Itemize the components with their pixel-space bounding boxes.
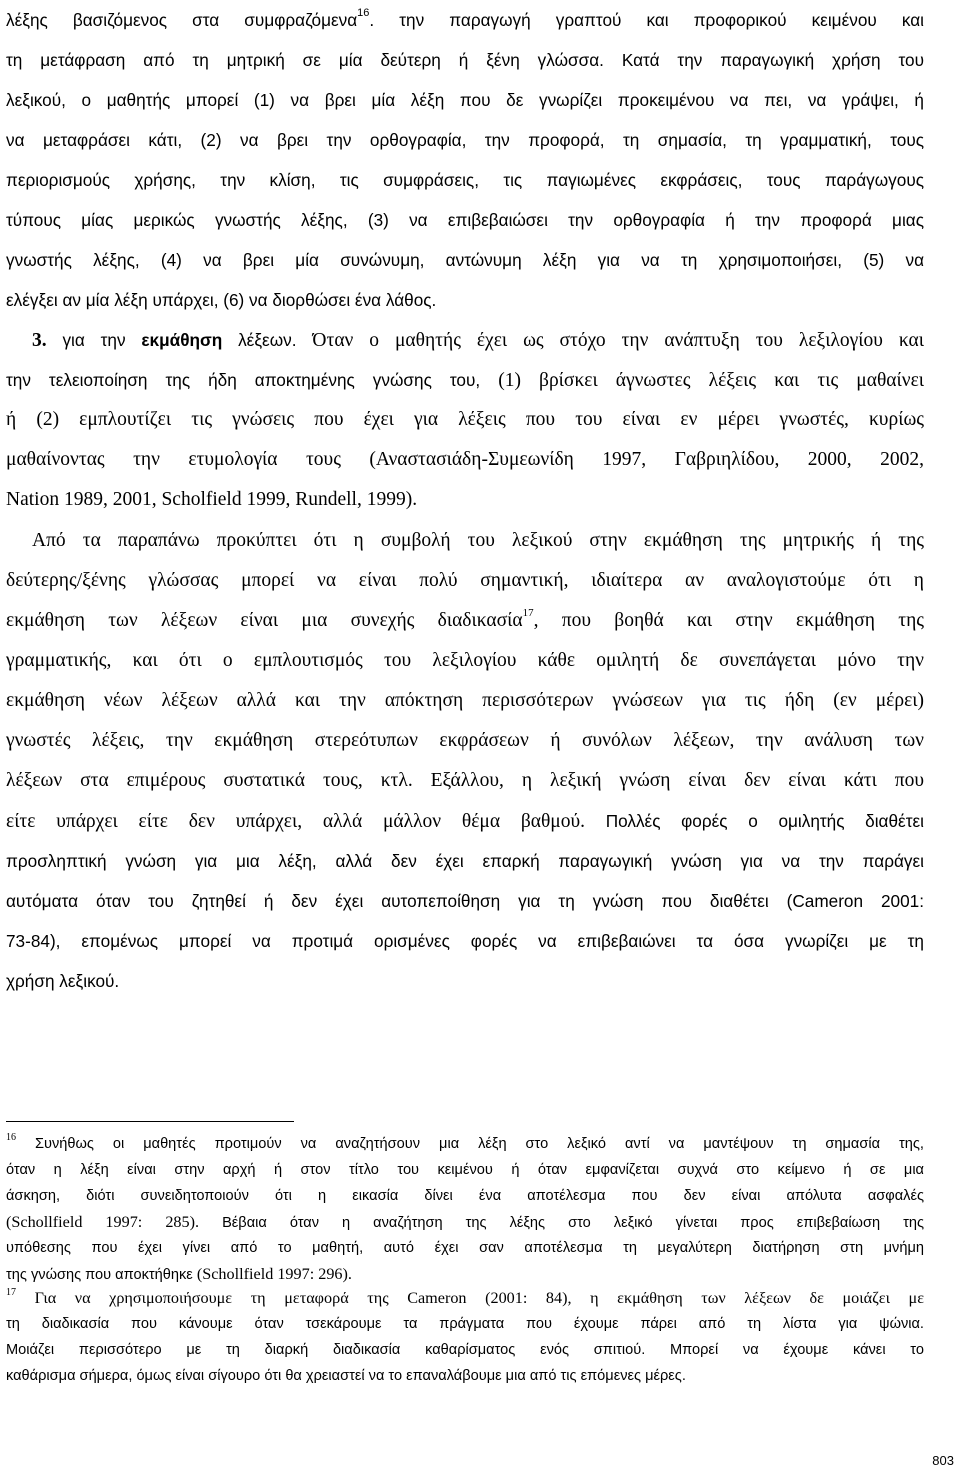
text-run: για την [46, 330, 142, 350]
footnote-16 [6, 1131, 924, 1157]
footnote-mark: 16 [6, 1132, 16, 1143]
footnote-line: Μοιάζει περισσότερο με τη διαρκή διαδικασία καθαρίσματος ενός σπιτιού. Μπορεί να έχουμε κάνει το [6, 1342, 924, 1358]
body-line: γνωστές λέξεις, την εκμάθηση στερεότυπων εκφράσεων ή συνόλων λέξεων, την ανάλυση των [6, 730, 924, 751]
footnote-ref-16[interactable]: 16 [357, 7, 370, 20]
body-line: 73-84), επομένως μπορεί να προτιμά ορισμένες φορές να επιβεβαιώνει τα όσα γνωρίζει με τη [6, 931, 924, 951]
text-run: Βέβαια όταν η αναζήτηση της λέξης στο λεξικό γίνεται προς επιβεβαίωση της [199, 1215, 925, 1231]
footnote-mark: 17 [6, 1287, 16, 1298]
footnote-line: υπόθεσης που έχει γίνει από το μαθητή, αυτό έχει σαν αποτέλεσμα τη μεγαλύτερη διατήρηση στη μνήμη [6, 1240, 924, 1256]
text-run: την τελειοποίηση της ήδη αποκτημένης γνώσης του, [6, 370, 481, 390]
text-run: (Schollfield 1997: 296). [192, 1265, 352, 1283]
footnote-17 [6, 1285, 924, 1311]
body-line: τύπους μίας μερικώς γνωστής λέξης, (3) να επιβεβαιώσει την ορθογραφία ή την προφορά μιας [6, 210, 924, 230]
bold-term: εκμάθηση [141, 330, 223, 350]
text-run: . την παραγωγή γραπτού και προφορικού κειμένου και [369, 10, 924, 30]
footnote-line: τη διαδικασία που κάνουμε όταν τσεκάρουμε τα πράγματα που έχουμε πάρει από τη λίστα για ψώνια. [6, 1316, 924, 1332]
text-run: (1) βρίσκει άγνωστες λέξεις και τις μαθαίνει [480, 370, 925, 391]
page-number: 803 [932, 1453, 954, 1468]
footnote-line [6, 1261, 924, 1287]
footnote-ref-17[interactable]: 17 [522, 607, 534, 620]
body-line: Nation 1989, 2001, Scholfield 1999, Rundell, 1999). [6, 489, 418, 510]
body-line: δεύτερης/ξένης γλώσσας μπορεί να είναι πολύ σημαντική, ιδιαίτερα αν αναλογιστούμε ότι η [6, 570, 924, 591]
text-run: λέξεων. [222, 330, 297, 350]
body-line [6, 0, 924, 40]
text-run: είτε υπάρχει είτε δεν υπάρχει, αλλά μάλλον θέμα βαθμού. [6, 811, 586, 832]
body-line: προσληπτική γνώση για μια λέξη, αλλά δεν έχει επαρκή παραγωγική γνώση για να την παράγει [6, 851, 924, 871]
body-line: περιορισμούς χρήσης, την κλίση, τις συμφράσεις, τις παγιωμένες εκφράσεις, τους παράγωγους [6, 170, 924, 190]
body-line [6, 360, 924, 400]
footnote-line [6, 1209, 924, 1235]
body-line: χρήση λεξικού. [6, 971, 120, 991]
body-line: γνωστής λέξης, (4) να βρει μία συνώνυμη, αντώνυμη λέξη για να τη χρησιμοποιήσει, (5) να [6, 250, 924, 270]
item-number: 3. [32, 330, 47, 351]
body-line: γραμματικής, και ότι ο εμπλουτισμός του λεξιλογίου κάθε ομιλητή δε συνεπάγεται μόνο την [6, 650, 924, 671]
footnote-line: άσκηση, διότι συνειδητοποιούν ότι η εικασία δίνει ένα αποτέλεσμα που δεν είναι απόλυτα ασφαλές [6, 1188, 924, 1204]
text-run: λέξης βασιζόμενος στα συμφραζόμενα [6, 10, 358, 30]
numbered-item-3 [32, 320, 924, 360]
body-line: ελέγξει αν μία λέξη υπάρχει, (6) να διορθώσει ένα λάθος. [6, 290, 437, 310]
footnote-line: καθάρισμα σήμερα, όμως είναι σίγουρο ότι θα χρειαστεί να το επαναλάβουμε μια από τις επόμενες μέρες. [6, 1368, 686, 1384]
body-line [6, 601, 924, 641]
text-run: Όταν ο μαθητής έχει ως στόχο την ανάπτυξη του λεξιλογίου και [296, 330, 924, 351]
footnote-separator [6, 1121, 294, 1122]
text-run: Συνήθως οι μαθητές προτιμούν να αναζητήσουν μια λέξη στο λεξικό αντί να μαντέψουν τη σημασία της, [16, 1136, 924, 1152]
body-line: αυτόματα όταν του ζητηθεί ή δεν έχει αυτοπεποίθηση για τη γνώση που διαθέτει (Cameron 2001: [6, 891, 924, 911]
text-run: (Schollfield 1997: 285). [6, 1213, 200, 1231]
body-line: Από τα παραπάνω προκύπτει ότι η συμβολή του λεξικού στην εκμάθηση της μητρικής ή της [32, 530, 924, 551]
body-line [6, 801, 924, 841]
body-line: να μεταφράσει κάτι, (2) να βρει την ορθογραφία, την προφορά, τη σημασία, τη γραμματική, τους [6, 130, 924, 150]
body-line: λέξεων στα επιμέρους συστατικά τους, κτλ. Εξάλλου, η λεξική γνώση είναι δεν είναι κάτι που [6, 770, 924, 791]
text-run: , που βοηθά και στην εκμάθηση της [533, 610, 924, 631]
text-run: Για να χρησιμοποιήσουμε τη μεταφορά της Cameron (2001: 84), η εκμάθηση των λέξεων δε μοιάζει με [16, 1289, 924, 1307]
body-line: τη μετάφραση από τη μητρική σε μία δεύτερη ή ξένη γλώσσα. Κατά την παραγωγική χρήση του [6, 50, 924, 70]
body-line: εκμάθηση νέων λέξεων αλλά και την απόκτηση περισσότερων γνώσεων για τις ήδη (εν μέρει) [6, 690, 924, 711]
text-run: της γνώσης που αποκτήθηκε [6, 1267, 193, 1283]
text-run: Πολλές φορές ο ομιλητής διαθέτει [585, 811, 924, 831]
body-line: μαθαίνοντας την ετυμολογία τους (Αναστασιάδη-Συμεωνίδη 1997, Γαβριηλίδου, 2000, 2002, [6, 449, 924, 470]
footnote-line: όταν η λέξη είναι στην αρχή ή στον τίτλο του κειμένου ή όταν εμφανίζεται συχνά στο κείμενο ή σε μια [6, 1162, 924, 1178]
body-line: λεξικού, ο μαθητής μπορεί (1) να βρει μία λέξη που δε γνωρίζει προκειμένου να πει, να γράψει, ή [6, 90, 924, 110]
body-line: ή (2) εμπλουτίζει τις γνώσεις που έχει για λέξεις που του είναι εν μέρει γνωστές, κυρίως [6, 409, 924, 430]
text-run: εκμάθηση των λέξεων είναι μια συνεχής διαδικασία [6, 610, 523, 631]
